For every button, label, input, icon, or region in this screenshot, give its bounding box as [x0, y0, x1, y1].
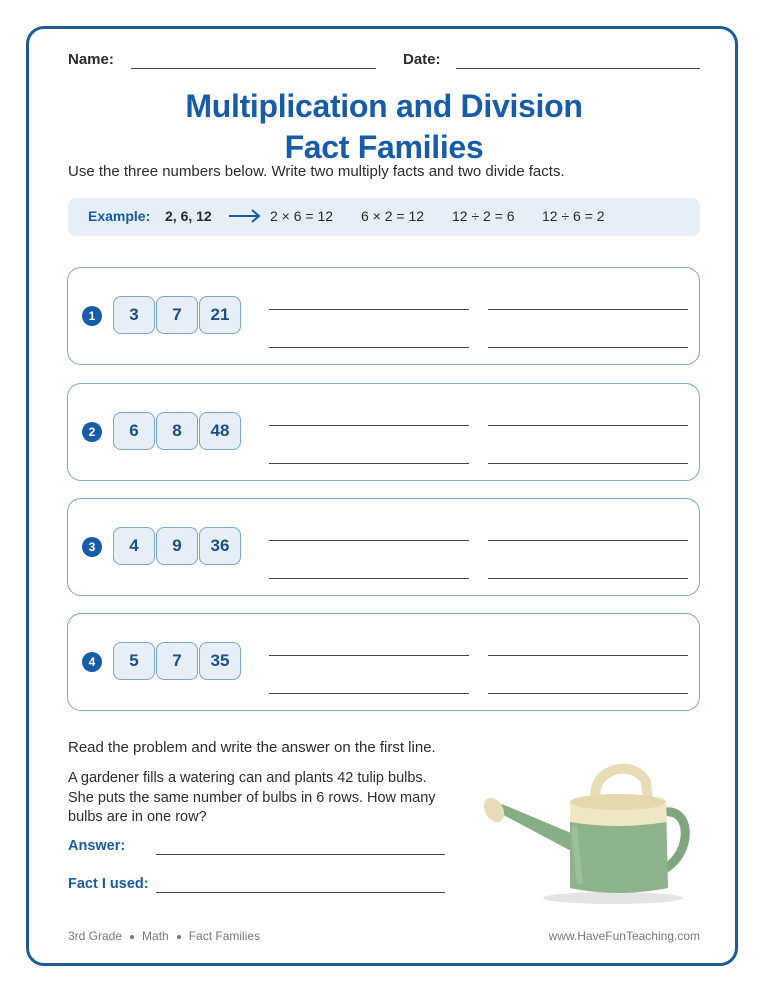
footer-website[interactable]: www.HaveFunTeaching.com	[548, 929, 700, 943]
page-title-line1: Multiplication and Division	[185, 88, 583, 124]
number-box: 48	[199, 412, 241, 450]
answer-line[interactable]	[269, 347, 469, 348]
answer-line[interactable]	[488, 309, 688, 310]
example-fact: 12 ÷ 6 = 2	[542, 208, 605, 224]
example-fact: 6 × 2 = 12	[361, 208, 425, 224]
footer-topic: Fact Families	[188, 929, 261, 943]
instructions: Use the three numbers below. Write two multiply facts and two divide facts.	[68, 163, 565, 180]
fact-used-label: Fact I used:	[68, 876, 149, 892]
number-box: 21	[199, 296, 241, 334]
problem-card	[67, 267, 700, 365]
footer-breadcrumb	[68, 929, 260, 943]
number-box: 3	[113, 296, 155, 334]
answer-line[interactable]	[269, 655, 469, 656]
number-box: 8	[156, 412, 198, 450]
answer-line[interactable]	[488, 463, 688, 464]
example-box	[68, 198, 700, 236]
number-box: 4	[113, 527, 155, 565]
number-box: 36	[199, 527, 241, 565]
problem-number-badge: 3	[82, 537, 102, 557]
problem-card	[67, 498, 700, 596]
answer-line[interactable]	[156, 854, 445, 855]
answer-label: Answer:	[68, 838, 126, 854]
example-numbers: 2, 6, 12	[165, 208, 212, 224]
number-box: 7	[156, 296, 198, 334]
answer-line[interactable]	[269, 540, 469, 541]
example-label: Example:	[88, 208, 151, 224]
page-title-line2: Fact Families	[284, 129, 484, 165]
answer-line[interactable]	[488, 655, 688, 656]
date-line[interactable]	[456, 68, 700, 69]
date-label: Date:	[403, 51, 441, 68]
fact-used-line[interactable]	[156, 892, 445, 893]
number-box: 6	[113, 412, 155, 450]
answer-line[interactable]	[488, 693, 688, 694]
answer-line[interactable]	[269, 578, 469, 579]
answer-line[interactable]	[269, 309, 469, 310]
example-fact: 2 × 6 = 12	[270, 208, 334, 224]
problem-number-badge: 1	[82, 306, 102, 326]
bullet-icon	[177, 935, 181, 939]
problem-number-badge: 4	[82, 652, 102, 672]
number-box: 7	[156, 642, 198, 680]
example-fact: 12 ÷ 2 = 6	[452, 208, 515, 224]
problem-card	[67, 383, 700, 481]
answer-line[interactable]	[269, 693, 469, 694]
name-label: Name:	[68, 51, 114, 68]
bullet-icon	[130, 935, 134, 939]
name-line[interactable]	[131, 68, 376, 69]
watering-can-icon	[478, 760, 698, 905]
answer-line[interactable]	[488, 540, 688, 541]
word-problem-instructions: Read the problem and write the answer on the first line.	[68, 739, 436, 756]
answer-line[interactable]	[269, 463, 469, 464]
word-problem-text: A gardener fills a watering can and plants 42 tulip bulbs. She puts the same number of bulbs in 6 rows. How many bulbs are in one row?	[68, 770, 436, 825]
number-box: 5	[113, 642, 155, 680]
footer-grade: 3rd Grade	[68, 929, 123, 943]
problem-number-badge: 2	[82, 422, 102, 442]
arrow-right-icon	[228, 207, 262, 225]
answer-line[interactable]	[488, 425, 688, 426]
answer-line[interactable]	[488, 578, 688, 579]
answer-line[interactable]	[269, 425, 469, 426]
number-box: 35	[199, 642, 241, 680]
problem-card	[67, 613, 700, 711]
answer-line[interactable]	[488, 347, 688, 348]
footer-subject: Math	[142, 929, 169, 943]
number-box: 9	[156, 527, 198, 565]
